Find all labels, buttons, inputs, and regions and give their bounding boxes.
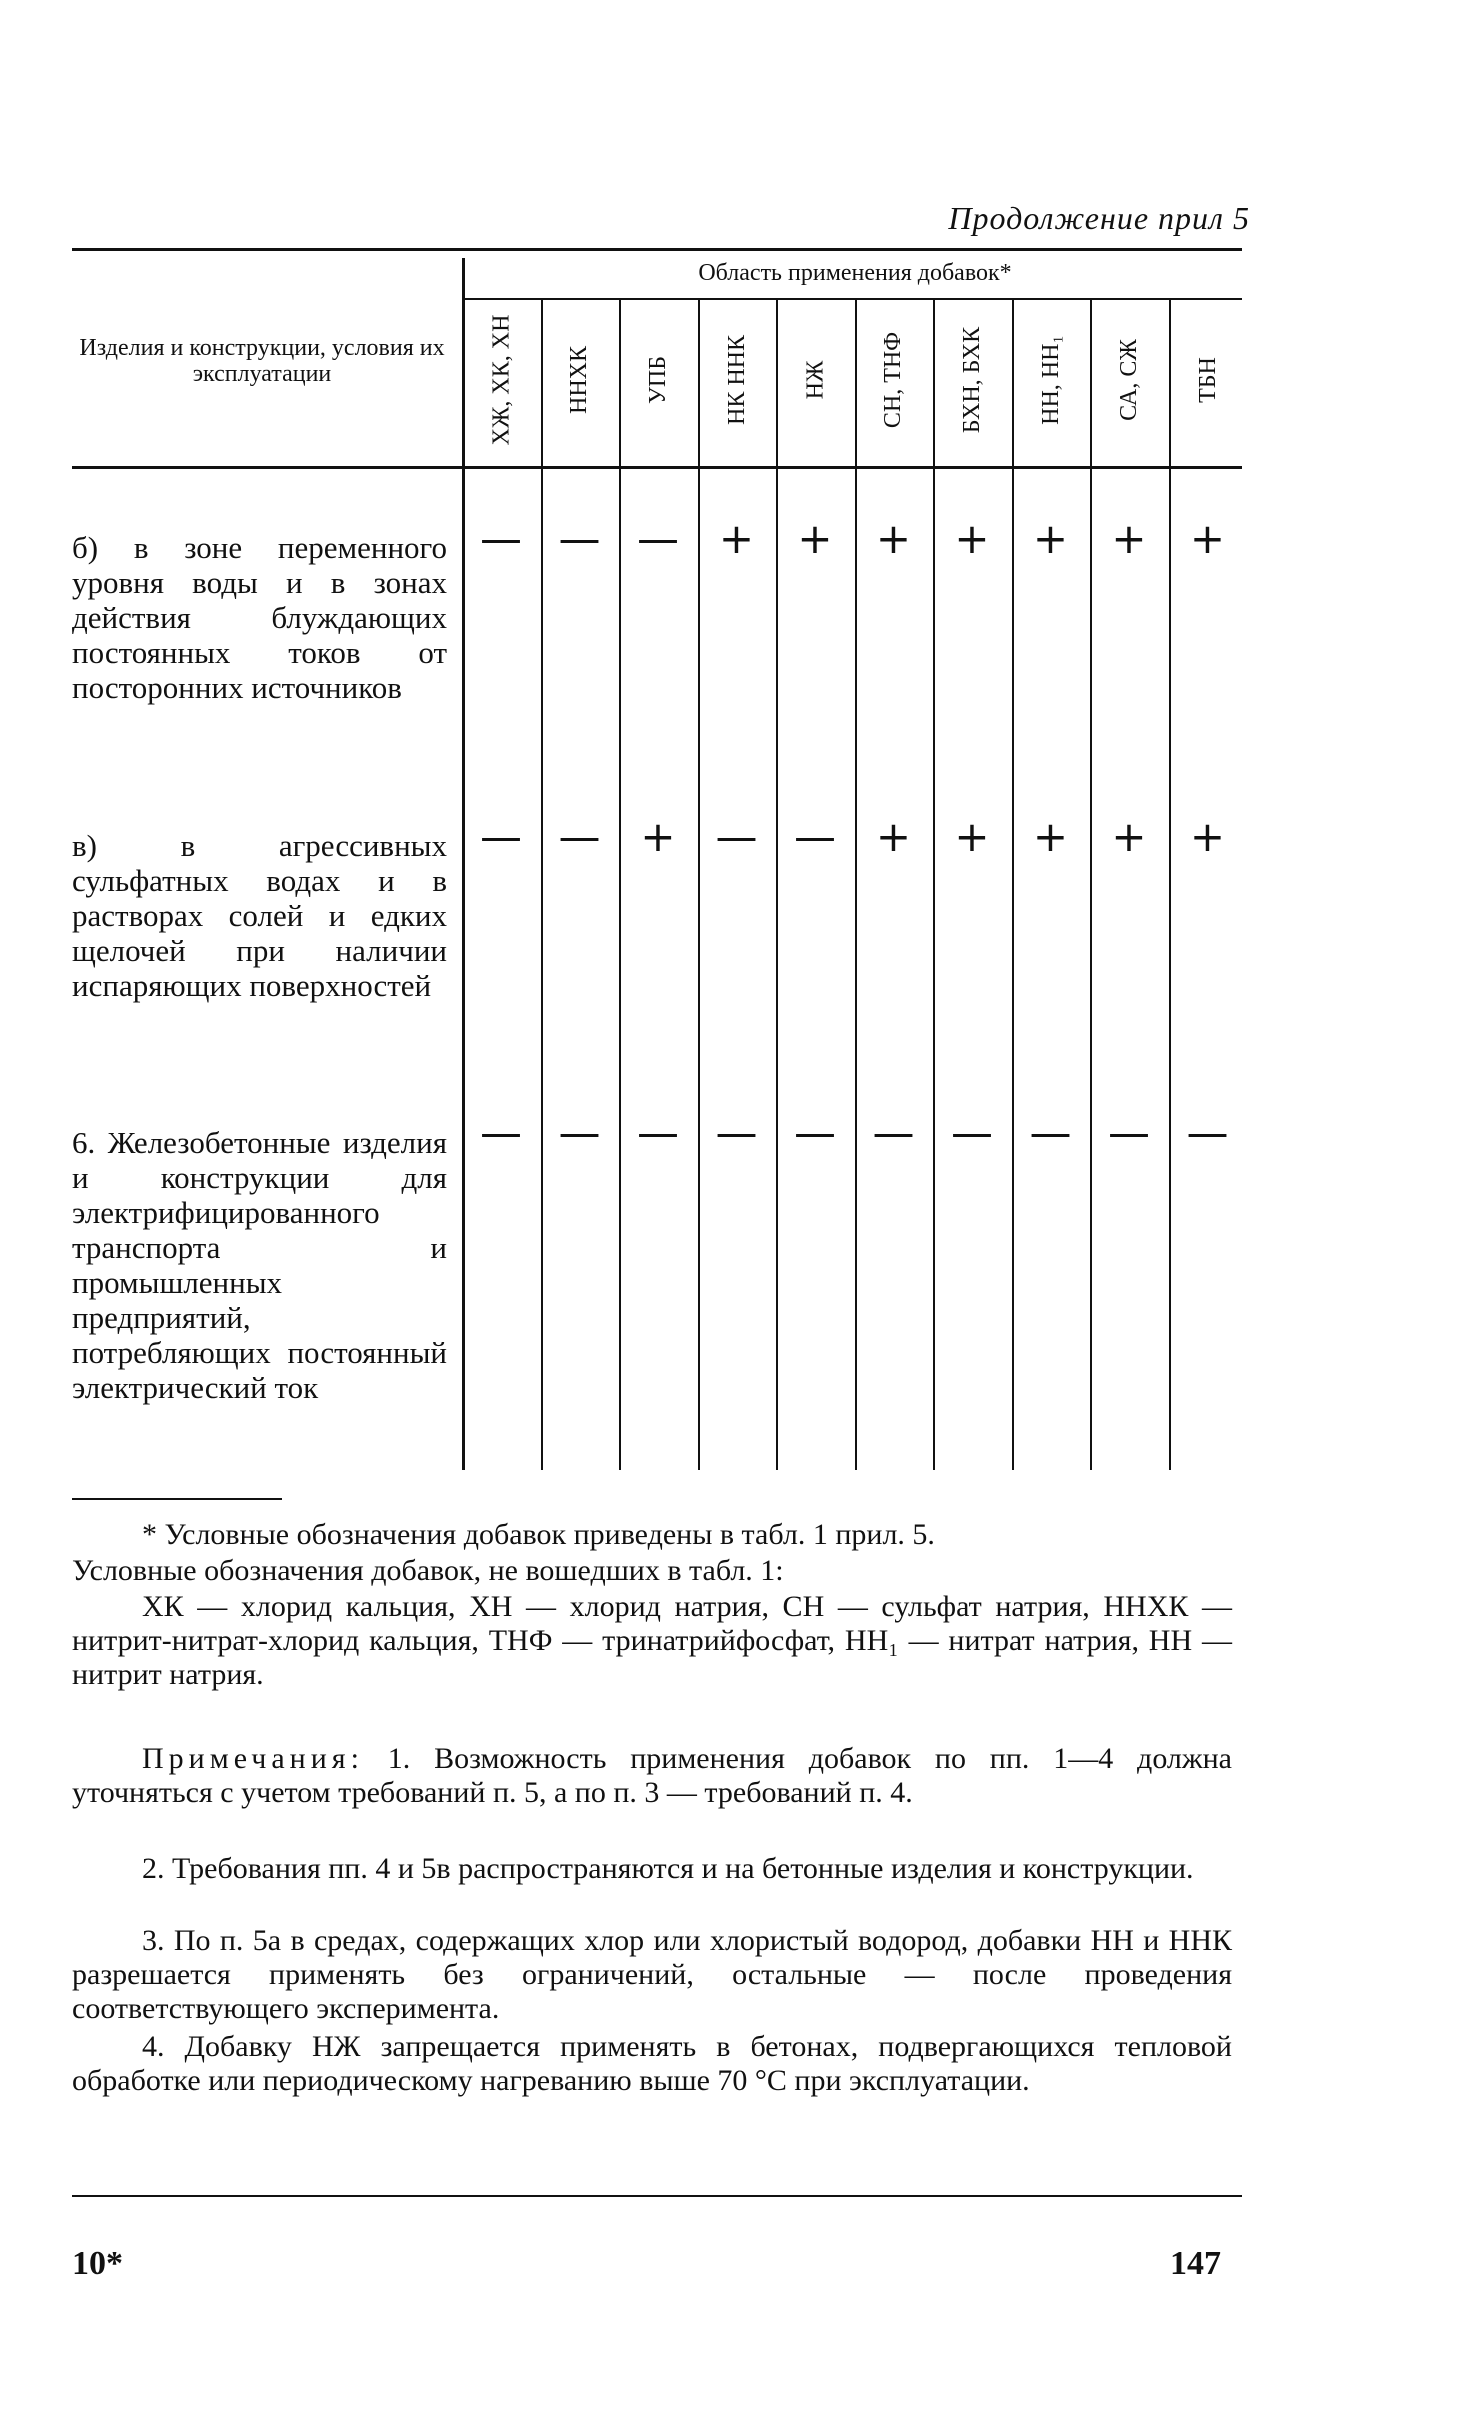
column-header: [462, 300, 540, 460]
column-header-label: УПБ: [644, 355, 671, 405]
table-cell-mark: +: [640, 812, 676, 861]
footnote-line2: Условные обозначения добавок, не вошедших в табл. 1:: [72, 1554, 784, 1587]
column-header: [1090, 300, 1168, 460]
column-line: [1012, 300, 1014, 1470]
table-cell-mark: —: [1108, 1108, 1150, 1157]
column-header-label: ХЖ, ХК, ХН: [488, 314, 514, 446]
note-4: 4. Добавку НЖ запрещается применять в бетонах, подвергающихся тепловой обработке или периодическому нагреванию выше 70 °С при эксплуатации.: [72, 2030, 1232, 2097]
column-header: [541, 300, 619, 460]
note-1: [72, 1742, 1232, 1810]
column-line: [619, 300, 621, 1470]
column-header-label: ТБН: [1194, 357, 1221, 403]
page-bottom-rule: [72, 2195, 1242, 2197]
table-cell-mark: +: [1189, 812, 1226, 861]
table-cell-mark: +: [1032, 514, 1069, 563]
column-header: [855, 300, 933, 460]
table-cell-mark: —: [480, 1108, 522, 1157]
header-bottom-rule: [72, 466, 1242, 469]
page-right-number: 147: [1170, 2245, 1221, 2282]
row-header-label: Изделия и конструкции, условия их эксплуатации: [79, 335, 445, 387]
column-header-label: БХН, БХК: [959, 326, 985, 434]
column-header-label: НК ННК: [723, 334, 750, 426]
column-line: [1090, 300, 1092, 1470]
table-bottom-rule: [72, 1498, 282, 1500]
table-top-rule: [72, 248, 1242, 251]
row-text-v: в) в агрессивных сульфатных водах и в растворах солей и едких щелочей при наличии испаряющих поверхностей: [72, 828, 447, 1003]
column-line: [541, 300, 543, 1470]
table-cell-mark: —: [794, 812, 836, 861]
notes-label: Примечания:: [142, 1742, 364, 1775]
row-text-b: б) в зоне переменного уровня воды и в зонах действия блуждающих постоянных токов от посторонних источников: [72, 530, 447, 705]
table-cell-mark: —: [480, 812, 522, 861]
column-line: [1169, 300, 1171, 1470]
column-header: [1169, 300, 1247, 460]
page-left-number: 10*: [72, 2245, 123, 2282]
column-line: [933, 300, 935, 1470]
table-cell-mark: +: [1189, 514, 1226, 563]
table-cell-mark: +: [1032, 812, 1069, 861]
table-cell-mark: —: [480, 514, 522, 563]
table-cell-mark: +: [875, 514, 912, 563]
continuation-label: Продолжение прил 5: [948, 200, 1250, 236]
table-cell-mark: —: [715, 812, 758, 861]
table-cell-mark: —: [794, 1108, 836, 1157]
column-header: [776, 300, 854, 460]
table-cell-mark: —: [715, 1108, 758, 1157]
table-cell-mark: —: [637, 1108, 679, 1157]
column-line: [776, 300, 778, 1470]
column-header: [933, 300, 1011, 460]
column-header: [1012, 300, 1090, 460]
note-1-text: 1. Возможность применения добавок по пп. 1—4 должна уточняться с учетом требований п. 5, а по п. 3 — требований п. 4.: [72, 1742, 1232, 1809]
table-cell-mark: +: [875, 812, 912, 861]
table-cell-mark: —: [637, 514, 679, 563]
note-3: 3. По п. 5а в средах, содержащих хлор или хлористый водород, добавки НН и ННК разрешается применять без ограничений, остальные — после проведения соответствующего эксперимента.: [72, 1924, 1232, 2025]
group-header-label: Область применения добавок*: [698, 260, 1012, 286]
table-cell-mark: —: [558, 1108, 601, 1157]
table-cell-mark: —: [951, 1108, 993, 1157]
column-header-label: ННХК: [566, 345, 593, 415]
table-cell-mark: +: [954, 812, 990, 861]
table-cell-mark: —: [872, 1108, 915, 1157]
column-header: [698, 300, 776, 460]
column-header-label: НЖ: [802, 360, 828, 400]
table-cell-mark: —: [558, 812, 601, 861]
table-cell-mark: +: [718, 514, 755, 563]
note-2: 2. Требования пп. 4 и 5в распространяются и на бетонные изделия и конструкции.: [142, 1852, 1194, 1885]
table-cell-mark: +: [954, 514, 990, 563]
table-cell-mark: +: [797, 514, 833, 563]
column-header: [619, 300, 697, 460]
table-cell-mark: —: [1186, 1108, 1229, 1157]
column-line: [698, 300, 700, 1470]
table-cell-mark: —: [1029, 1108, 1072, 1157]
row-text-6: 6. Железобетонные изделия и конструкции для электрифицированного транспорта и промышленных предприятий, потребляющих постоянный электрический ток: [72, 1125, 447, 1405]
column-header-label: НН, НН₁: [1037, 335, 1064, 425]
table-cell-mark: +: [1111, 812, 1147, 861]
footnote-line3: ХК — хлорид кальция, ХН — хлорид натрия, СН — сульфат натрия, ННХК — нитрит-нитрат-хлорид кальция, ТНФ — тринатрийфосфат, НН₁ — нитрат натрия, НН — нитрит натрия.: [72, 1590, 1232, 1691]
column-line: [855, 300, 857, 1470]
footnote-line1: * Условные обозначения добавок приведены в табл. 1 прил. 5.: [142, 1518, 935, 1551]
column-header-label: СН, ТНФ: [880, 331, 907, 429]
table-cell-mark: —: [558, 514, 601, 563]
column-header-label: СА, СЖ: [1116, 339, 1142, 421]
table-cell-mark: +: [1111, 514, 1147, 563]
